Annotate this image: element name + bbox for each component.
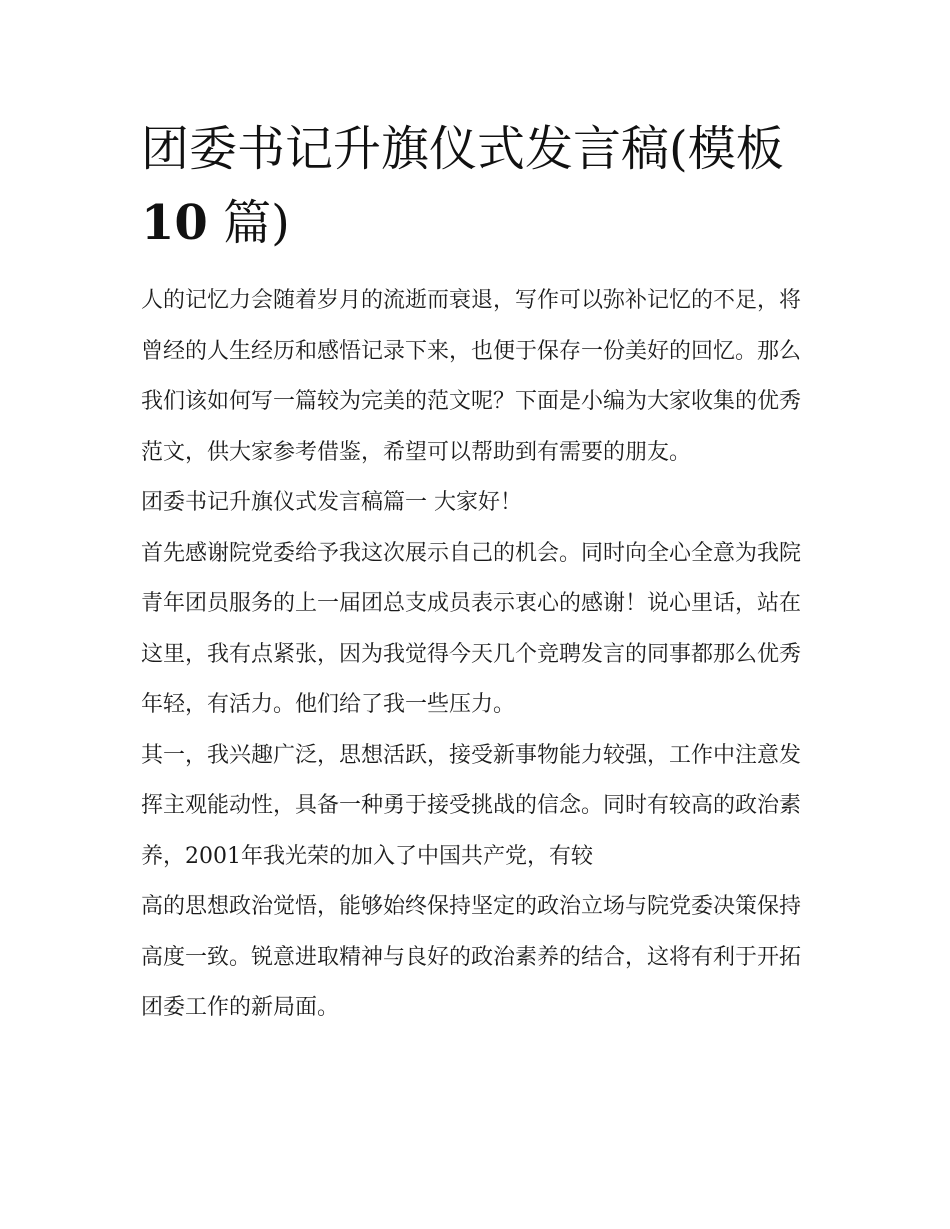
title-number: 10 [141,195,208,251]
document-content [141,112,813,1034]
paragraph-point-one: 其一，我兴趣广泛，思想活跃，接受新事物能力较强，工作中注意发挥主观能动性，具备一种勇于接受挑战的信念。同时有较高的政治素养，2001年我光荣的加入了中国共产党，有较 [141,742,802,869]
title-suffix: 篇) [223,195,290,251]
paragraph-thanks: 首先感谢院党委给予我这次展示自己的机会。同时向全心全意为我院青年团员服务的上一届团总支成员表示衷心的感谢！说心里话，站在这里，我有点紧张，因为我觉得今天几个竞聘发言的同事都那么优秀年轻，有活力。他们给了我一些压力。 [141,540,802,717]
paragraph-point-one-continued: 高的思想政治觉悟，能够始终保持坚定的政治立场与院党委决策保持高度一致。锐意进取精神与良好的政治素养的结合，这将有利于开拓团委工作的新局面。 [141,894,802,1020]
paragraph-section-heading: 团委书记升旗仪式发言稿篇一 大家好！ [141,490,522,515]
document-body [141,276,813,1034]
title-text: 团委书记升旗仪式发言稿(模板 [141,121,784,177]
document-title [141,112,813,260]
paragraph-intro: 人的记忆力会随着岁月的流逝而衰退，写作可以弥补记忆的不足，将曾经的人生经历和感悟记录下来，也便于保存一份美好的回忆。那么我们该如何写一篇较为完美的范文呢？下面是小编为大家收集的优秀范文，供大家参考借鉴，希望可以帮助到有需要的朋友。 [141,288,802,465]
